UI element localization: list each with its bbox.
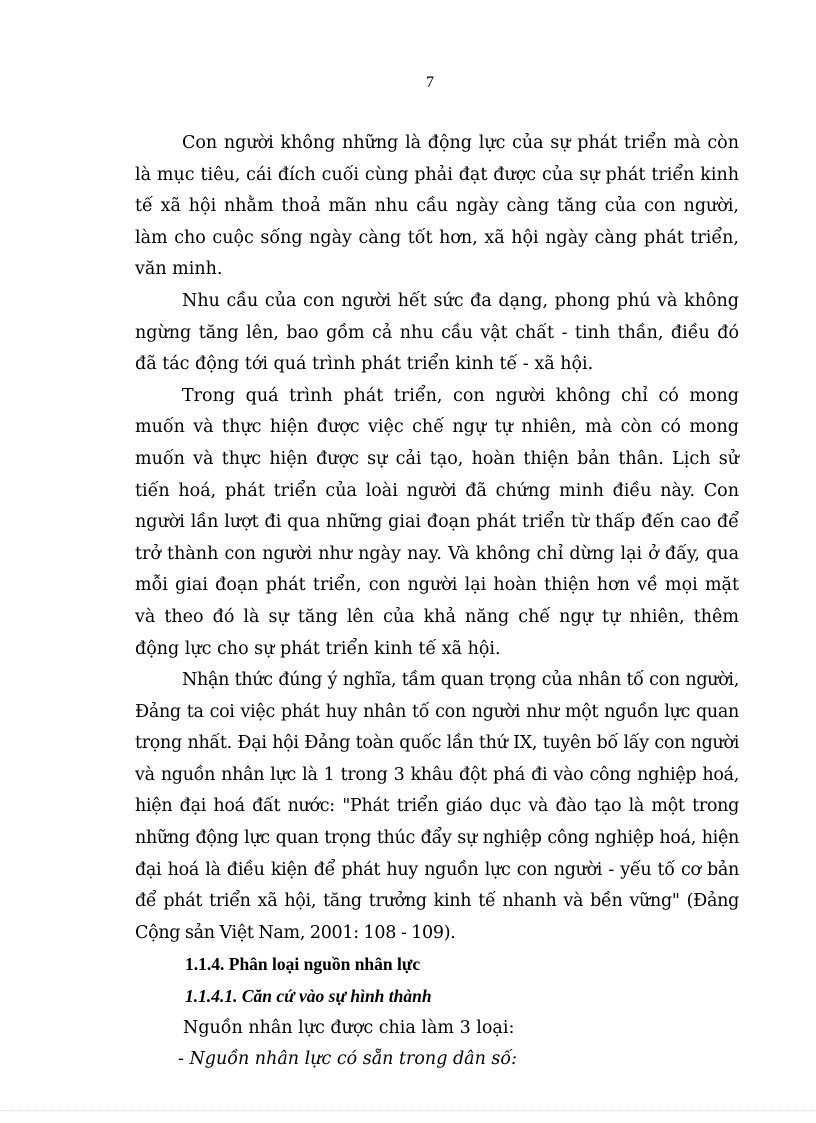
paragraph-3: Trong quá trình phát triển, con người không chỉ có mong muốn và thực hiện được việc chế ngự tự nhiên, mà còn có mong muốn và thực hiện được sự cải tạo, hoàn thiện bản thân. Lịch sử tiến hoá, phát triển của loài người đã chứng minh điều này. Con người lần lượt đi qua những giai đoạn phát triển từ thấp đến cao để trở thành con người như ngày nay. Và không chỉ dừng lại ở đấy, qua mỗi giai đoạn phát triển, con người lại hoàn thiện hơn về mọi mặt và theo đó là sự tăng lên của khả năng chế ngự tự nhiên, thêm động lực cho sự phát triển kinh tế xã hội. xyxy=(135,385,739,659)
list-item: - Nguồn nhân lực có sẵn trong dân số: xyxy=(178,1049,518,1070)
paragraph-2: Nhu cầu của con người hết sức đa dạng, phong phú và không ngừng tăng lên, bao gồm cả nhu cầu vật chất - tinh thần, điều đó đã tác động tới quá trình phát triển kinh tế - xã hội. xyxy=(135,290,739,375)
intro-line: Nguồn nhân lực được chia làm 3 loại: xyxy=(183,1017,515,1038)
paragraph-4: Nhận thức đúng ý nghĩa, tầm quan trọng của nhân tố con người, Đảng ta coi việc phát huy nhân tố con người như một nguồn lực quan trọng nhất. Đại hội Đảng toàn quốc lần thứ IX, tuyên bố lấy con người và nguồn nhân lực là 1 trong 3 khâu đột phá đi vào công nghiệp hoá, hiện đại hoá đất nước: "Phát triển giáo dục và đào tạo là một trong những động lực quan trọng thúc đẩy sự nghiệp công nghiệp hoá, hiện đại hoá là điều kiện để phát huy nguồn lực con người - yếu tố cơ bản để phát triển xã hội, tăng trưởng kinh tế nhanh và bền vững" (Đảng Cộng sản Việt Nam, 2001: 108 - 109). xyxy=(135,670,739,943)
page-number: 7 xyxy=(426,74,434,91)
document-body xyxy=(135,128,739,1076)
subsection-heading: 1.1.4.1. Căn cứ vào sự hình thành xyxy=(185,986,432,1007)
section-heading: 1.1.4. Phân loại nguồn nhân lực xyxy=(185,954,421,975)
paragraph-1: Con người không những là động lực của sự phát triển mà còn là mục tiêu, cái đích cuối cùng phải đạt được của sự phát triển kinh tế xã hội nhằm thoả mãn nhu cầu ngày càng tăng của con người, làm cho cuộc sống ngày càng tốt hơn, xã hội ngày càng phát triển, văn minh. xyxy=(135,133,739,280)
footer-divider xyxy=(0,1110,816,1111)
